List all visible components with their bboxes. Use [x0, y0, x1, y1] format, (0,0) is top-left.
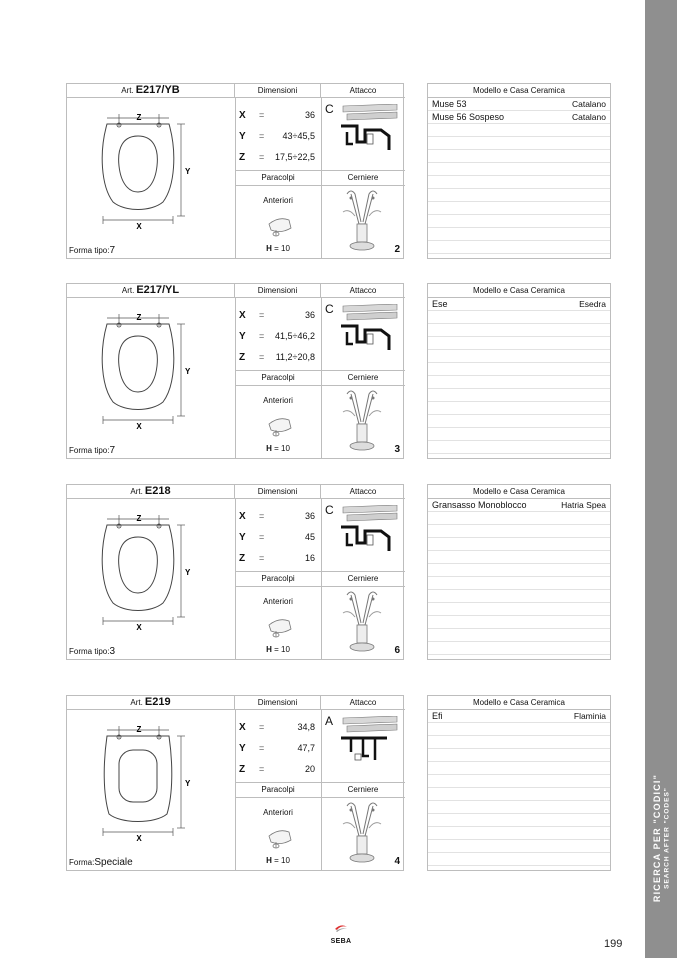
- bumper-icon: [265, 613, 295, 648]
- anteriori-label: Anteriori: [263, 808, 293, 817]
- model-row-empty: [428, 228, 610, 241]
- attacco-header: Attacco: [321, 84, 405, 98]
- hinge-icon: [337, 188, 387, 261]
- model-brand: Hatria Spea: [561, 500, 606, 510]
- model-row: [428, 710, 610, 723]
- model-row-empty: [428, 428, 610, 441]
- models-header: Modello e Casa Ceramica: [428, 485, 610, 499]
- model-row-empty: [428, 590, 610, 603]
- anteriori-label: Anteriori: [263, 196, 293, 205]
- model-row-empty: [428, 853, 610, 866]
- model-row-empty: [428, 241, 610, 254]
- model-row-empty: [428, 762, 610, 775]
- model-name: Ese: [432, 299, 448, 309]
- model-row-empty: [428, 723, 610, 736]
- reference-number: 3: [394, 444, 400, 455]
- model-row-empty: [428, 775, 610, 788]
- paracolpi-header: Paracolpi: [261, 574, 295, 583]
- model-brand: Catalano: [571, 112, 606, 122]
- models-table: [427, 283, 611, 459]
- dim-x: X = 36: [239, 511, 315, 522]
- model-row-empty: [428, 137, 610, 150]
- models-header: Modello e Casa Ceramica: [428, 84, 610, 98]
- svg-text:Y: Y: [185, 779, 191, 788]
- bumper-icon: [265, 824, 295, 859]
- dimensions-list: [237, 110, 317, 173]
- model-name: Muse 53: [432, 99, 467, 109]
- dimensions-list: [237, 310, 317, 373]
- model-row-empty: [428, 736, 610, 749]
- model-name: Muse 56 Sospeso: [432, 112, 505, 122]
- dimensions-list: [237, 722, 317, 785]
- forma-value: Speciale: [94, 857, 133, 868]
- h-value: H = 10: [266, 244, 290, 253]
- paracolpi-header: Paracolpi: [261, 373, 295, 382]
- model-row-empty: [428, 163, 610, 176]
- dim-x: X = 34,8: [239, 722, 315, 733]
- dim-y: Y = 41,5÷46,2: [239, 331, 315, 342]
- model-row-empty: [428, 538, 610, 551]
- forma-value: 7: [109, 245, 116, 256]
- cerniere-header: Cerniere: [347, 173, 379, 182]
- h-value: H = 10: [266, 645, 290, 654]
- model-row-empty: [428, 840, 610, 853]
- model-row-empty: [428, 124, 610, 137]
- dimensioni-header: Dimensioni: [235, 696, 321, 710]
- attacco-drawing-icon: [337, 104, 399, 171]
- model-row-empty: [428, 150, 610, 163]
- model-brand: Catalano: [571, 99, 606, 109]
- dimensioni-header: Dimensioni: [235, 485, 321, 499]
- dimensions-list: [237, 511, 317, 574]
- model-brand: Flaminia: [573, 711, 606, 721]
- attacco-type: C: [325, 102, 334, 116]
- attacco-header: Attacco: [321, 696, 405, 710]
- model-row: [428, 499, 610, 512]
- model-row-empty: [428, 441, 610, 454]
- model-row-empty: [428, 564, 610, 577]
- page-number: 199: [604, 938, 623, 950]
- dim-z: Z = 11,2÷20,8: [239, 352, 315, 363]
- model-name: Efi: [432, 711, 443, 721]
- model-row-empty: [428, 788, 610, 801]
- model-row-empty: [428, 749, 610, 762]
- model-row-empty: [428, 629, 610, 642]
- hinge-icon: [337, 589, 387, 662]
- model-row-empty: [428, 363, 610, 376]
- side-tab: [645, 0, 677, 958]
- model-row-empty: [428, 215, 610, 228]
- forma-label: Forma tipo:7: [69, 245, 116, 256]
- attacco-type: A: [325, 714, 334, 728]
- dimensioni-header: Dimensioni: [235, 284, 321, 298]
- model-row-empty: [428, 642, 610, 655]
- cerniere-header: Cerniere: [347, 574, 379, 583]
- seba-logo: [321, 920, 361, 945]
- svg-text:Z: Z: [136, 313, 142, 322]
- model-row-empty: [428, 389, 610, 402]
- seat-drawing-icon: [97, 513, 247, 648]
- seat-drawing-icon: [97, 112, 247, 247]
- dim-z: Z = 20: [239, 764, 315, 775]
- dim-z: Z = 17,5÷22,5: [239, 152, 315, 163]
- article-code: E218: [144, 485, 171, 497]
- article-header: Art. E217/YL: [67, 284, 235, 298]
- dim-y: Y = 43÷45,5: [239, 131, 315, 142]
- attacco-drawing-icon: [337, 716, 399, 783]
- seba-logo-icon: [333, 923, 349, 933]
- svg-text:Z: Z: [136, 514, 142, 523]
- model-row-empty: [428, 350, 610, 363]
- article-header: Art. E219: [67, 696, 235, 710]
- model-row-empty: [428, 376, 610, 389]
- svg-text:Y: Y: [185, 167, 191, 176]
- paracolpi-header: Paracolpi: [261, 173, 295, 182]
- model-row-empty: [428, 402, 610, 415]
- model-row-empty: [428, 415, 610, 428]
- model-row-empty: [428, 189, 610, 202]
- side-tab-subtitle: SEARCH AFTER "CODES": [663, 787, 671, 889]
- product-card: [66, 484, 404, 660]
- forma-label: Forma:Speciale: [69, 857, 133, 868]
- product-card: [66, 695, 404, 871]
- model-row-empty: [428, 525, 610, 538]
- h-value: H = 10: [266, 856, 290, 865]
- model-row-empty: [428, 176, 610, 189]
- cerniere-header: Cerniere: [347, 373, 379, 382]
- cerniere-header: Cerniere: [347, 785, 379, 794]
- attacco-header: Attacco: [321, 284, 405, 298]
- dim-y: Y = 45: [239, 532, 315, 543]
- models-table: [427, 695, 611, 871]
- product-card: [66, 83, 404, 259]
- dim-x: X = 36: [239, 310, 315, 321]
- models-table: [427, 484, 611, 660]
- article-code: E217/YB: [135, 84, 180, 96]
- side-tab-title: RICERCA PER "CODICI": [652, 773, 662, 903]
- model-row-empty: [428, 616, 610, 629]
- reference-number: 2: [394, 244, 400, 255]
- dim-x: X = 36: [239, 110, 315, 121]
- model-row-empty: [428, 324, 610, 337]
- paracolpi-header: Paracolpi: [261, 785, 295, 794]
- svg-text:Y: Y: [185, 568, 191, 577]
- models-header: Modello e Casa Ceramica: [428, 696, 610, 710]
- svg-text:X: X: [136, 834, 142, 843]
- seba-logo-text: SEBA: [330, 938, 352, 945]
- model-row-empty: [428, 827, 610, 840]
- model-name: Gransasso Monoblocco: [432, 500, 527, 510]
- models-header: Modello e Casa Ceramica: [428, 284, 610, 298]
- model-row: [428, 98, 610, 111]
- attacco-drawing-icon: [337, 505, 399, 572]
- dimensioni-header: Dimensioni: [235, 84, 321, 98]
- bumper-icon: [265, 212, 295, 247]
- seat-drawing-icon: [97, 724, 247, 859]
- attacco-drawing-icon: [337, 304, 399, 371]
- model-row-empty: [428, 512, 610, 525]
- model-row-empty: [428, 603, 610, 616]
- model-row-empty: [428, 311, 610, 324]
- hinge-icon: [337, 388, 387, 461]
- models-table: [427, 83, 611, 259]
- reference-number: 6: [394, 645, 400, 656]
- model-row-empty: [428, 337, 610, 350]
- forma-value: 7: [109, 445, 116, 456]
- product-card: [66, 283, 404, 459]
- svg-text:Z: Z: [136, 113, 142, 122]
- article-header: Art. E217/YB: [67, 84, 235, 98]
- svg-text:X: X: [136, 222, 142, 231]
- svg-text:Y: Y: [185, 367, 191, 376]
- model-brand: Esedra: [579, 299, 606, 309]
- article-code: E219: [144, 696, 171, 708]
- anteriori-label: Anteriori: [263, 396, 293, 405]
- model-row-empty: [428, 814, 610, 827]
- article-header: Art. E218: [67, 485, 235, 499]
- model-row: [428, 298, 610, 311]
- forma-value: 3: [109, 646, 116, 657]
- dim-y: Y = 47,7: [239, 743, 315, 754]
- seat-drawing-icon: [97, 312, 247, 447]
- h-value: H = 10: [266, 444, 290, 453]
- svg-text:X: X: [136, 422, 142, 431]
- model-row-empty: [428, 577, 610, 590]
- reference-number: 4: [394, 856, 400, 867]
- bumper-icon: [265, 412, 295, 447]
- attacco-type: C: [325, 302, 334, 316]
- forma-label: Forma tipo:7: [69, 445, 116, 456]
- model-row-empty: [428, 202, 610, 215]
- hinge-icon: [337, 800, 387, 873]
- model-row-empty: [428, 801, 610, 814]
- attacco-header: Attacco: [321, 485, 405, 499]
- svg-text:X: X: [136, 623, 142, 632]
- model-row-empty: [428, 551, 610, 564]
- dim-z: Z = 16: [239, 553, 315, 564]
- article-code: E217/YL: [136, 284, 180, 296]
- anteriori-label: Anteriori: [263, 597, 293, 606]
- attacco-type: C: [325, 503, 334, 517]
- svg-text:Z: Z: [136, 725, 142, 734]
- model-row: [428, 111, 610, 124]
- forma-label: Forma tipo:3: [69, 646, 116, 657]
